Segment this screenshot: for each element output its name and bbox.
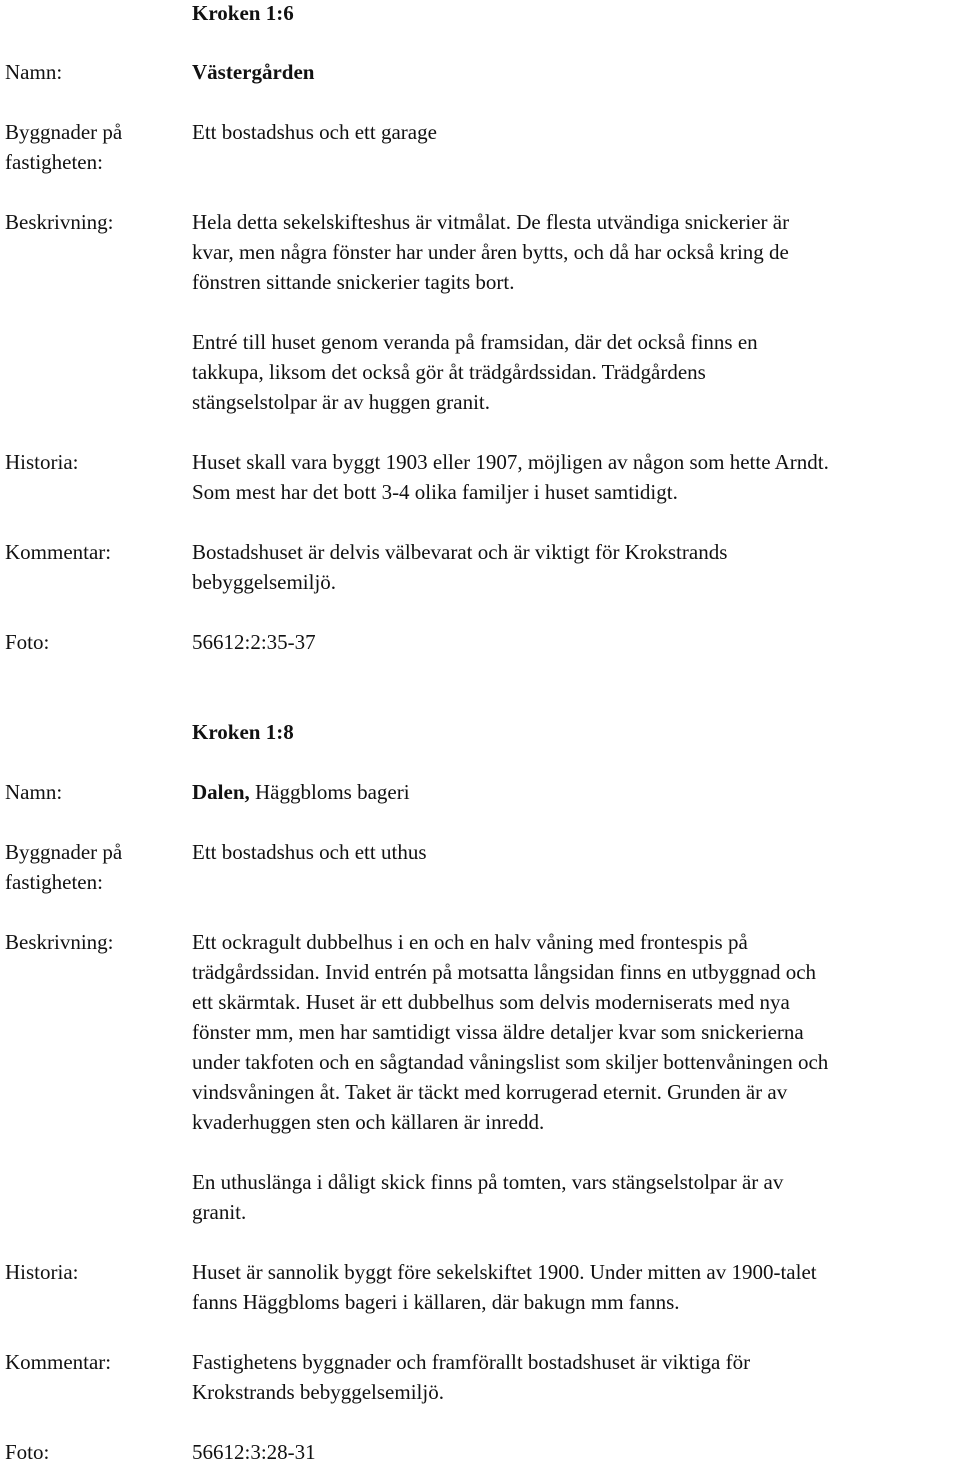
buildings-label-line-1: Byggnader på xyxy=(5,120,123,144)
description-line: granit. xyxy=(192,1200,247,1224)
description-line: Hela detta sekelskifteshus är vitmålat. De flesta utvändiga snickerier är xyxy=(192,210,790,234)
property-heading: Kroken 1:8 xyxy=(192,720,294,744)
comment-line: Fastighetens byggnader och framförallt bostadshuset är viktiga för xyxy=(192,1350,751,1374)
description-line: fönstren sittande snickerier tagits bort. xyxy=(192,270,515,294)
name-label: Namn: xyxy=(5,780,63,804)
history-line: Huset skall vara byggt 1903 eller 1907, möjligen av någon som hette Arndt. xyxy=(192,450,829,474)
photo-label: Foto: xyxy=(5,1440,50,1464)
property-name-bold: Västergården xyxy=(192,60,315,84)
description-label: Beskrivning: xyxy=(5,210,114,234)
history-line: Huset är sannolik byggt före sekelskiftet 1900. Under mitten av 1900-talet xyxy=(192,1260,817,1284)
property-heading: Kroken 1:6 xyxy=(192,1,294,25)
buildings-label-line-2: fastigheten: xyxy=(5,150,103,174)
description-line: stängselstolpar är av huggen granit. xyxy=(192,390,490,414)
description-line: ett skärmtak. Huset är ett dubbelhus som delvis moderniserats med nya xyxy=(192,990,790,1014)
history-line: Som mest har det bott 3-4 olika familjer i huset samtidigt. xyxy=(192,480,678,504)
description-line: fönster mm, men har samtidigt vissa äldre detaljer kvar som snickerierna xyxy=(192,1020,804,1044)
property-name-rest: Häggbloms bageri xyxy=(249,780,410,804)
property-name xyxy=(192,57,314,87)
buildings-value: Ett bostadshus och ett garage xyxy=(192,120,437,144)
description-line: En uthuslänga i dåligt skick finns på tomten, vars stängselstolpar är av xyxy=(192,1170,784,1194)
description-line: kvaderhuggen sten och källaren är inredd. xyxy=(192,1110,545,1134)
description-line: trädgårdssidan. Invid entrén på motsatta långsidan finns en utbyggnad och xyxy=(192,960,817,984)
photo-label: Foto: xyxy=(5,630,50,654)
property-name-bold: Dalen, xyxy=(192,780,250,804)
description-label: Beskrivning: xyxy=(5,930,114,954)
description-line: takkupa, liksom det också gör åt trädgårdssidan. Trädgårdens xyxy=(192,360,706,384)
buildings-value: Ett bostadshus och ett uthus xyxy=(192,840,427,864)
comment-label: Kommentar: xyxy=(5,540,112,564)
history-line: fanns Häggbloms bageri i källaren, där bakugn mm fanns. xyxy=(192,1290,680,1314)
description-line: kvar, men några fönster har under åren bytts, och då har också kring de xyxy=(192,240,789,264)
description-line: Ett ockragult dubbelhus i en och en halv våning med frontespis på xyxy=(192,930,748,954)
history-label: Historia: xyxy=(5,1260,79,1284)
property-name xyxy=(192,777,410,807)
comment-label: Kommentar: xyxy=(5,1350,112,1374)
photo-value: 56612:2:35-37 xyxy=(192,630,316,654)
description-line: under takfoten och en sågtandad våningslist som skiljer bottenvåningen och xyxy=(192,1050,829,1074)
photo-value: 56612:3:28-31 xyxy=(192,1440,316,1464)
buildings-label-line-2: fastigheten: xyxy=(5,870,103,894)
description-line: vindsvåningen åt. Taket är täckt med korrugerad eternit. Grunden är av xyxy=(192,1080,788,1104)
buildings-label-line-1: Byggnader på xyxy=(5,840,123,864)
history-label: Historia: xyxy=(5,450,79,474)
comment-line: Bostadshuset är delvis välbevarat och är viktigt för Krokstrands xyxy=(192,540,728,564)
comment-line: bebyggelsemiljö. xyxy=(192,570,337,594)
name-label: Namn: xyxy=(5,60,63,84)
comment-line: Krokstrands bebyggelsemiljö. xyxy=(192,1380,444,1404)
description-line: Entré till huset genom veranda på framsidan, där det också finns en xyxy=(192,330,758,354)
